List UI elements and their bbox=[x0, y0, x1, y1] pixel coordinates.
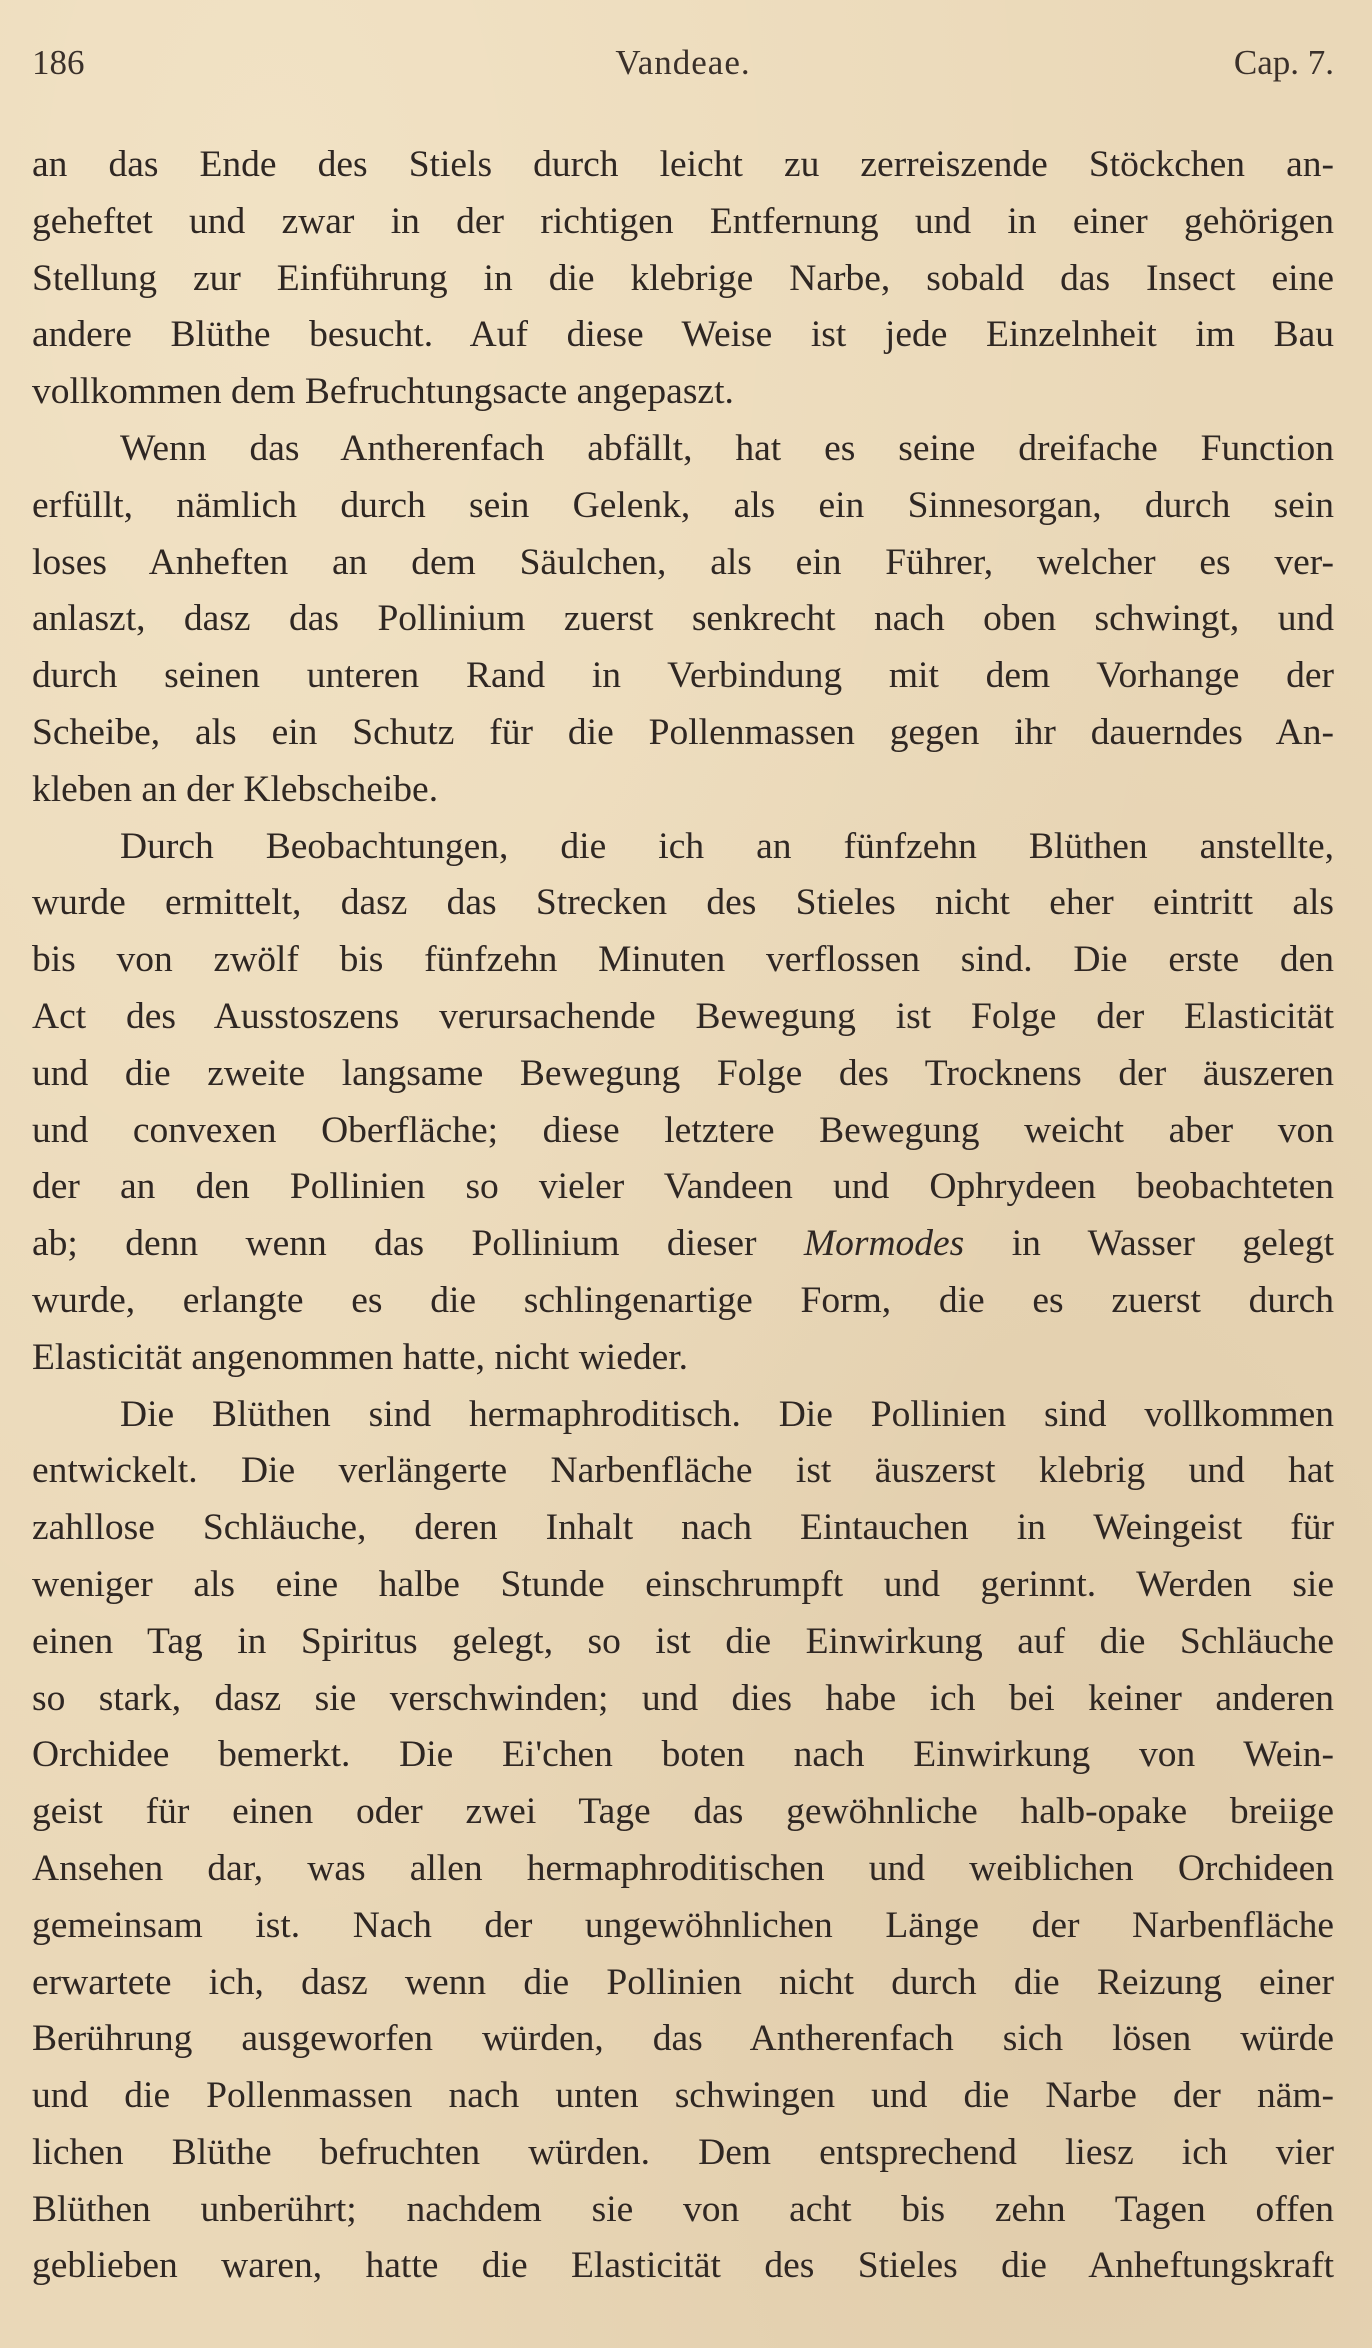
text-line: andere Blüthe besucht. Auf diese Weise ist jede Einzelnheit im Bau bbox=[32, 314, 1334, 356]
text-line: entwickelt. Die verlängerte Narbenfläche ist äuszerst klebrig und hat bbox=[32, 1450, 1334, 1492]
text-line: und die zweite langsame Bewegung Folge des Trocknens der äuszeren bbox=[32, 1052, 1334, 1094]
text-line: und die Pollenmassen nach unten schwingen und die Narbe der näm- bbox=[32, 2075, 1334, 2117]
text-line: Die Blüthen sind hermaphroditisch. Die Pollinien sind vollkommen bbox=[120, 1393, 1334, 1435]
text-line: Ansehen dar, was allen hermaphroditischen und weiblichen Orchideen bbox=[32, 1847, 1334, 1889]
text-line: loses Anheften an dem Säulchen, als ein Führer, welcher es ver- bbox=[32, 541, 1334, 583]
text-line: Wenn das Antherenfach abfällt, hat es seine dreifache Function bbox=[120, 427, 1334, 469]
running-head bbox=[32, 38, 1334, 88]
text-line: geist für einen oder zwei Tage das gewöhnliche halb-opake breiige bbox=[32, 1791, 1334, 1833]
text-line: gemeinsam ist. Nach der ungewöhnlichen Länge der Narbenfläche bbox=[32, 1904, 1334, 1946]
text-line: wurde ermittelt, dasz das Strecken des Stieles nicht eher eintritt als bbox=[32, 882, 1334, 924]
paragraph-3 bbox=[32, 819, 1334, 1387]
text-line: Scheibe, als ein Schutz für die Pollenmassen gegen ihr dauerndes An- bbox=[32, 711, 1334, 753]
text-line: und convexen Oberfläche; diese letztere Bewegung weicht aber von bbox=[32, 1109, 1334, 1151]
text-line: erfüllt, nämlich durch sein Gelenk, als ein Sinnesorgan, durch sein bbox=[32, 484, 1334, 526]
text-line: Stellung zur Einführung in die klebrige Narbe, sobald das Insect eine bbox=[32, 257, 1334, 299]
text-line: durch seinen unteren Rand in Verbindung mit dem Vorhange der bbox=[32, 655, 1334, 697]
text-line: bis von zwölf bis fünfzehn Minuten verflossen sind. Die erste den bbox=[32, 939, 1334, 981]
text-line: Blüthen unberührt; nachdem sie von acht bis zehn Tagen offen bbox=[32, 2188, 1334, 2230]
text-line: der an den Pollinien so vieler Vandeen und Ophrydeen beobachteten bbox=[32, 1166, 1334, 1208]
text-line: lichen Blüthe befruchten würden. Dem entsprechend liesz ich vier bbox=[32, 2131, 1334, 2173]
section-title: Vandeae. bbox=[615, 43, 751, 82]
text-line: geheftet und zwar in der richtigen Entfernung und in einer gehörigen bbox=[32, 200, 1334, 242]
paragraph-2 bbox=[32, 421, 1334, 819]
text-line: Elasticität angenommen hatte, nicht wieder. bbox=[32, 1336, 689, 1378]
text-line-with-genus bbox=[32, 1216, 1334, 1273]
text-line: vollkommen dem Befruchtungsacte angepaszt. bbox=[32, 371, 734, 413]
text-line: an das Ende des Stiels durch leicht zu zerreiszende Stöckchen an- bbox=[32, 144, 1334, 185]
body-text bbox=[32, 137, 1334, 2295]
paragraph-4 bbox=[32, 1387, 1334, 2296]
text-line: Orchidee bemerkt. Die Ei'chen boten nach Einwirkung von Wein- bbox=[32, 1734, 1334, 1776]
text-line: erwartete ich, dasz wenn die Pollinien nicht durch die Reizung einer bbox=[32, 1961, 1334, 2003]
text-line: wurde, erlangte es die schlingenartige Form, die es zuerst durch bbox=[32, 1279, 1334, 1321]
text-line: so stark, dasz sie verschwinden; und dies habe ich bei keiner anderen bbox=[32, 1677, 1334, 1719]
text-line: kleben an der Klebscheibe. bbox=[32, 768, 439, 810]
paragraph-1 bbox=[32, 137, 1334, 421]
text-segment: in Wasser gelegt bbox=[964, 1223, 1334, 1265]
text-line: anlaszt, dasz das Pollinium zuerst senkrecht nach oben schwingt, und bbox=[32, 598, 1334, 640]
text-line: Act des Ausstoszens verursachende Bewegung ist Folge der Elasticität bbox=[32, 995, 1334, 1037]
text-line: weniger als eine halbe Stunde einschrumpft und gerinnt. Werden sie bbox=[32, 1563, 1334, 1605]
text-segment: ab; denn wenn das Pollinium dieser bbox=[32, 1223, 804, 1265]
page-number: 186 bbox=[32, 43, 85, 82]
text-line: zahllose Schläuche, deren Inhalt nach Eintauchen in Weingeist für bbox=[32, 1507, 1334, 1549]
text-line: geblieben waren, hatte die Elasticität des Stieles die Anheftungskraft bbox=[32, 2245, 1334, 2287]
chapter-label: Cap. 7. bbox=[1233, 43, 1334, 82]
genus-name: Mormodes bbox=[803, 1223, 965, 1265]
text-line: einen Tag in Spiritus gelegt, so ist die Einwirkung auf die Schläuche bbox=[32, 1620, 1334, 1662]
text-line: Durch Beobachtungen, die ich an fünfzehn Blüthen anstellte, bbox=[120, 825, 1334, 867]
text-line: Berührung ausgeworfen würden, das Antherenfach sich lösen würde bbox=[32, 2018, 1334, 2060]
